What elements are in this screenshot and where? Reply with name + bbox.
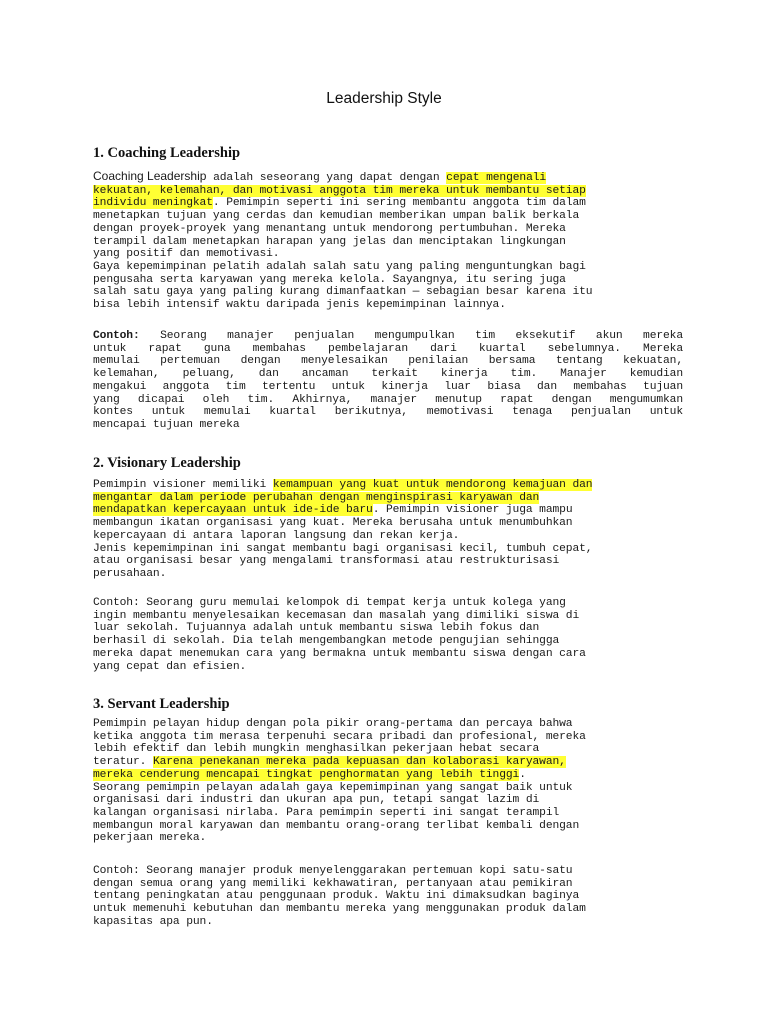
text-line: dengan semua orang yang memiliki kekhawatiran, pertanyaan atau pemikiran [93,877,573,890]
example-label: Contoh: [93,330,140,342]
paragraph-servant-definition [93,718,683,845]
text-line: Jenis kepemimpinan ini sangat membantu bagi organisasi kecil, tumbuh cepat, [93,542,593,555]
text-line: kalangan organisasi nirlaba. Para pemimpin seperti ini sangat terampil [93,806,560,819]
text-line: Seorang pemimpin pelayan adalah gaya kepemimpinan yang sangat baik untuk [93,781,573,794]
text-line: bisa lebih intensif waktu daripada jenis kepemimpinan lainnya. [93,299,506,312]
highlighted-text: mengantar dalam periode perubahan dengan menginspirasi karyawan dan [93,491,540,504]
highlighted-text: mereka cenderung mencapai tingkat penghormatan yang lebih tinggi [93,768,520,781]
term-coaching-leadership: Coaching Leadership [93,169,207,183]
text-line: luar sekolah. Tujuannya adalah untuk membantu siswa lebih fokus dan [93,622,540,635]
text-line: Gaya kepemimpinan pelatih adalah salah satu yang paling menguntungkan bagi [93,260,586,273]
text-line: lebih efektif dan lebih mungkin menghasilkan pekerjaan hebat secara [93,743,540,756]
highlighted-text: Karena penekanan mereka pada kepuasan dan kolaborasi karyawan, [152,756,566,769]
text-segment: Pemimpin visioner memiliki [93,479,273,491]
section-heading-visionary: 2. Visionary Leadership [93,455,241,471]
text-line: perusahaan. [93,567,167,580]
text-line: tentang peningkatan atau penggunaan produk. Waktu ini dimaksudkan baginya [93,890,580,903]
text-line: kelemahan, peluang, dan ancaman terkait kinerja tim. Manajer kemudian [93,368,683,381]
text-line: membangun moral karyawan dan membantu orang-orang terlibat kembali dengan [93,819,580,832]
text-line: yang dicapai oleh tim. Akhirnya, manajer menutup rapat dengan mengumumkan [93,393,683,406]
text-segment: . Pemimpin visioner juga mampu [372,504,573,517]
text-line: memulai pertemuan dengan menyelesaikan penilaian bersama tentang kekuatan, [93,355,683,368]
text-line: salah satu gaya yang paling kurang dimanfaatkan — sebagian besar karena itu [93,286,593,299]
text-line: menetapkan tujuan yang cerdas dan kemudian memberikan umpan balik berkala [93,210,580,223]
document-title: Leadership Style [326,90,442,107]
text-line: yang positif dan memotivasi. [93,248,280,261]
text-line: dengan proyek-proyek yang menantang untuk mendorong pertumbuhan. Mereka [93,222,566,235]
text-line: terampil dalam menetapkan harapan yang jelas dan menciptakan lingkungan [93,235,566,248]
section-heading-coaching: 1. Coaching Leadership [93,145,241,161]
text-line: Contoh: Seorang guru memulai kelompok di tempat kerja untuk kolega yang [93,597,566,609]
highlighted-text: individu meningkat [93,197,213,210]
paragraph-coaching-example [93,330,683,432]
text-line: Contoh: Seorang manajer produk menyelenggarakan pertemuan kopi satu-satu [93,865,573,877]
text-line: atau organisasi besar yang mengalami transformasi atau restrukturisasi [93,555,560,568]
text-line: kontes untuk memulai kuartal berikutnya, memotivasi tenaga penjualan untuk [93,406,683,419]
text-line: mereka dapat menemukan cara yang bermakna untuk membantu siswa dengan cara [93,647,586,660]
text-line: Pemimpin pelayan hidup dengan pola pikir orang-pertama dan percaya bahwa [93,718,573,730]
text-segment: . [519,768,526,781]
text-segment: teratur. [93,756,153,769]
highlighted-text: cepat mengenali [446,172,547,184]
highlighted-text: kemampuan yang kuat untuk mendorong kemajuan dan [272,479,593,491]
paragraph-visionary-example [93,597,683,673]
paragraph-coaching-definition [93,170,683,312]
text-line: kapasitas apa pun. [93,915,213,928]
text-line: pekerjaan mereka. [93,832,207,845]
text-line: ketika anggota tim merasa terpenuhi secara pribadi dan profesional, mereka [93,730,586,743]
paragraph-visionary-definition [93,479,683,581]
text-segment: adalah seseorang yang dapat dengan [206,172,447,184]
text-line: membangun ikatan organisasi yang kuat. Mereka berusaha untuk menumbuhkan [93,517,573,530]
text-line: mencapai tujuan mereka [93,418,240,431]
text-line: berhasil di sekolah. Dia telah mengembangkan metode pengujian sehingga [93,635,560,648]
text-segment: . Pemimpin seperti ini sering membantu anggota tim dalam [212,197,586,210]
highlighted-text: mendapatkan kepercayaan untuk ide-ide baru [93,504,373,517]
text-segment: Seorang manajer penjualan mengumpulkan tim eksekutif akun mereka [139,330,683,342]
text-line: yang cepat dan efisien. [93,660,247,673]
paragraph-servant-example [93,865,683,929]
text-line: kepercayaan di antara laporan langsung dan rekan kerja. [93,529,460,542]
highlighted-text: kekuatan, kelemahan, dan motivasi anggota tim mereka untuk membantu setiap [93,184,586,197]
text-line: mengakui anggota tim tertentu untuk kinerja luar biasa dan membahas tujuan [93,380,683,393]
text-line: organisasi dari industri dan ukuran apa pun, tetapi sangat lazim di [93,794,540,807]
text-line: untuk rapat guna membahas pembelajaran dari kuartal sebelumnya. Mereka [93,342,683,355]
text-line: ingin membantu menyelesaikan kecemasan dan masalah yang dimiliki siswa di [93,609,580,622]
text-line: pengusaha serta karyawan yang mereka kelola. Sayangnya, itu sering juga [93,273,566,286]
text-line: untuk memenuhi kebutuhan dan membantu mereka yang menggunakan produk dalam [93,903,586,916]
section-heading-servant: 3. Servant Leadership [93,696,230,712]
